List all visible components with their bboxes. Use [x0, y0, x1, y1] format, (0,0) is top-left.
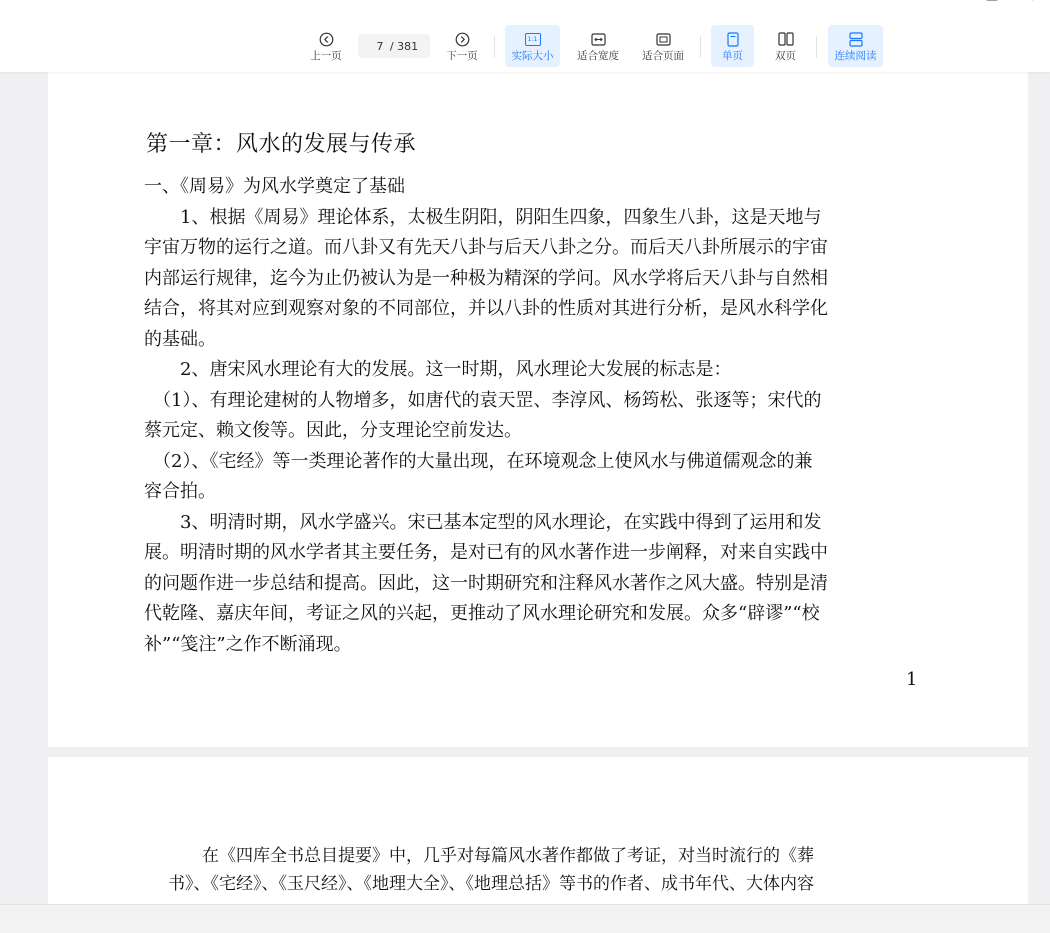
text-line: 代乾隆、嘉庆年间，考证之风的兴起，更推动了风水理论研究和发展。众多“辟谬”“校 — [144, 603, 820, 624]
single-page-icon — [727, 32, 739, 47]
text-line: 内部运行规律，迄今为止仍被认为是一种极为精深的学问。风水学将后天八卦与自然相 — [144, 267, 828, 289]
page-total: / 381 — [389, 39, 419, 53]
text-line: 宇宙万物的运行之道。而八卦又有先天八卦与后天八卦之分。而后天八卦所展示的宇宙 — [144, 237, 828, 258]
page-text-body — [168, 842, 908, 898]
chevron-right-circle-icon — [455, 32, 470, 47]
continuous-reading-button[interactable] — [828, 25, 883, 67]
actual-size-label: 实际大小 — [511, 50, 554, 62]
actual-size-button[interactable] — [505, 25, 560, 67]
actual-size-icon: 1:1 — [525, 33, 541, 46]
page-number-input[interactable] — [370, 40, 390, 53]
text-line: （1）、有理论建树的人物增多，如唐代的袁天罡、李淳风、杨筠松、张逐等；宋代的 — [144, 389, 822, 411]
double-page-icon — [778, 32, 794, 46]
fit-page-icon — [656, 33, 671, 46]
text-line: 的基础。 — [144, 328, 216, 350]
continuous-reading-icon — [849, 32, 863, 47]
next-page-button[interactable] — [439, 25, 485, 67]
fit-page-button[interactable] — [635, 25, 691, 67]
fit-width-label: 适合宽度 — [577, 50, 619, 62]
fit-page-label: 适合页面 — [642, 50, 684, 62]
chevron-left-circle-icon — [319, 32, 334, 47]
text-line: 书》、《宅经》、《玉尺经》、《地理大全》、《地理总括》等书的作者、成书年代、大体内容 — [168, 874, 814, 894]
double-page-label: 双页 — [775, 50, 796, 62]
document-page — [48, 757, 1028, 907]
toolbar-divider — [700, 36, 701, 58]
share-icon[interactable] — [1018, 0, 1036, 6]
text-line: 补”“笺注”之作不断涌现。 — [144, 633, 352, 655]
page-indicator — [358, 34, 430, 58]
continuous-reading-label: 连续阅读 — [834, 50, 877, 62]
text-line: 展。明清时期的风水学者其主要任务，是对已有的风水著作进一步阐释，对来自实践中 — [144, 542, 828, 563]
prev-page-label: 上一页 — [310, 50, 342, 62]
text-line: 的问题作进一步总结和提高。因此，这一时期研究和注释风水著作之风大盛。特别是清 — [144, 572, 828, 594]
toolbar-divider — [816, 36, 817, 58]
text-line: 容合拍。 — [144, 481, 216, 502]
text-line: （2）、《宅经》等一类理论著作的大量出现，在环境观念上使风水与佛道儒观念的兼 — [144, 450, 813, 472]
text-line: 在《四库全书总目提要》中，几乎对每篇风水著作都做了考证，对当时流行的《葬 — [168, 846, 814, 866]
double-page-button[interactable] — [764, 25, 807, 67]
toolbar-divider — [494, 36, 495, 58]
page-number: 1 — [906, 669, 918, 690]
text-line: 2、唐宋风水理论有大的发展。这一时期，风水理论大发展的标志是： — [144, 359, 732, 380]
chapter-title: 第一章：风水的发展与传承 — [146, 132, 417, 157]
viewer-toolbar — [0, 0, 1050, 72]
window-icon[interactable] — [984, 0, 1002, 6]
text-line: 一、《周易》为风水学奠定了基础 — [144, 176, 405, 197]
fit-width-icon — [591, 33, 606, 46]
fit-width-button[interactable] — [570, 25, 626, 67]
document-page — [48, 72, 1028, 747]
single-page-button[interactable] — [711, 25, 754, 67]
bottom-status-bar — [0, 904, 1050, 933]
page-text-body — [144, 172, 936, 660]
prev-page-button[interactable] — [303, 25, 349, 67]
text-line: 3、明清时期，风水学盛兴。宋已基本定型的风水理论，在实践中得到了运用和发 — [144, 511, 822, 533]
text-line: 1、根据《周易》理论体系，太极生阴阳，阴阳生四象，四象生八卦，这是天地与 — [144, 206, 822, 228]
next-page-label: 下一页 — [446, 50, 478, 62]
text-line: 结合，将其对应到观察对象的不同部位，并以八卦的性质对其进行分析，是风水科学化 — [144, 298, 828, 319]
single-page-label: 单页 — [722, 50, 743, 62]
text-line: 蔡元定、赖文俊等。因此，分支理论空前发达。 — [144, 420, 522, 441]
